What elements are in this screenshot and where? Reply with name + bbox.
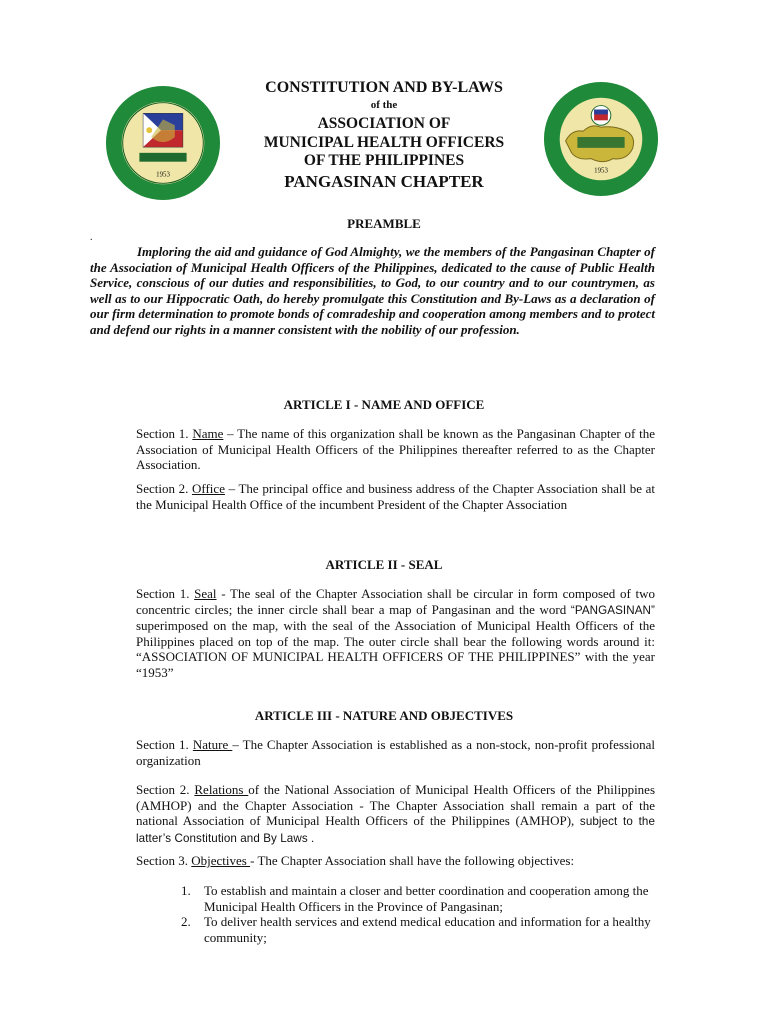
- preamble-text: Imploring the aid and guidance of God Almighty, we the members of the Pangasinan Chapter of the Association of Municipal Health Officers of the Philippines, dedicated to the cause of Public Health Service, conscious of our duties and responsibilities, to God, to our country and to our countrymen, as well as to our Hippocratic Oath, do hereby promulgate this Constitution and By-Laws as a declaration of our firm determination to promote bonds of comradeship and cooperation among members and to protect and defend our rights in a manner consistent with the nobility of our profession.: [90, 244, 655, 337]
- section-lead: Section 3.: [136, 853, 192, 868]
- title-line-pangasinan-chapter: PANGASINAN CHAPTER: [284, 171, 484, 191]
- section-text: - The seal of the Chapter Association shall be circular in form composed of two concentric circles; the inner circle shall bear a map of Pangasinan and the word: [136, 586, 656, 617]
- section-lead: Section 2.: [136, 481, 192, 496]
- article-1-heading: ARTICLE I - NAME AND OFFICE: [283, 397, 485, 412]
- article-2-section-1: [136, 586, 655, 680]
- article-2-heading: ARTICLE II - SEAL: [325, 557, 443, 572]
- section-term: Relations: [194, 782, 249, 797]
- section-text: of the National Association of Municipal Health Officers of the Philippines (AMHOP) and the Chapter Association - The Chapter Association shall remain a part of the national Association of Municipal Health Officers of the Philippines (AMHOP),: [136, 782, 656, 828]
- article-3-section-3: [136, 853, 655, 869]
- article-3-heading: ARTICLE III - NATURE AND OBJECTIVES: [254, 708, 514, 723]
- title-line-of-the: of the: [370, 99, 398, 111]
- section-text: subject to the latter’s Constitution and By Laws .: [136, 815, 655, 845]
- objective-number: 1.: [181, 883, 191, 898]
- svg-text:1953: 1953: [156, 171, 170, 179]
- section-term: Objectives: [191, 853, 251, 868]
- objectives-list: [181, 883, 661, 945]
- section-lead: Section 2.: [136, 782, 195, 797]
- section-text: - The Chapter Association shall have the following objectives:: [250, 853, 575, 868]
- section-lead: Section 1.: [136, 586, 195, 601]
- preamble-heading: PREAMBLE: [347, 216, 421, 231]
- section-lead: Section 1.: [136, 426, 193, 441]
- document-title-block: [0, 80, 768, 190]
- section-text: – The Chapter Association is established as a non-stock, non-profit professional organization: [136, 737, 655, 768]
- article-1-section-2: [136, 481, 655, 512]
- article-1-section-1: [136, 426, 655, 473]
- section-text: – The principal office and business address of the Chapter Association shall be at the Municipal Health Office of the incumbent President of the Chapter Association: [136, 481, 655, 512]
- section-term: Seal: [194, 586, 217, 601]
- section-term: Name: [192, 426, 224, 441]
- objective-text: To establish and maintain a closer and better coordination and cooperation among the Municipal Health Officers in the Province of Pangasinan;: [204, 883, 649, 914]
- title-line-constitution: CONSTITUTION AND BY-LAWS: [265, 79, 503, 96]
- title-line-municipal-health-officers: MUNICIPAL HEALTH OFFICERS: [263, 133, 505, 151]
- section-text-quote: “PANGASINAN”: [570, 603, 655, 617]
- svg-text:1953: 1953: [594, 167, 608, 175]
- title-line-association-of: ASSOCIATION OF: [317, 115, 451, 132]
- section-lead: Section 1.: [136, 737, 193, 752]
- objective-text: To deliver health services and extend medical education and information for a healthy community;: [204, 914, 651, 945]
- title-line-philippines: OF THE PHILIPPINES: [303, 152, 465, 169]
- objective-item: [181, 914, 661, 945]
- article-3-section-1: [136, 737, 655, 768]
- objective-item: [181, 883, 661, 914]
- section-text: – The name of this organization shall be known as the Pangasinan Chapter of the Association of Municipal Health Officers of the Philippines thereafter referred to as the Chapter Association.: [136, 426, 655, 472]
- article-3-section-2: [136, 782, 655, 846]
- section-term: Office: [192, 481, 225, 496]
- section-text: superimposed on the map, with the seal of the Association of Municipal Health Officers of the Philippines placed on top of the map. The outer circle shall bear the following words around it: “ASSOCIATION OF MUNICIPAL HEALTH OFFICERS OF THE PHILIPPINES” with the year “1953”: [136, 618, 655, 680]
- objective-number: 2.: [181, 914, 191, 929]
- section-term: Nature: [192, 737, 233, 752]
- stray-dot: .: [90, 232, 93, 243]
